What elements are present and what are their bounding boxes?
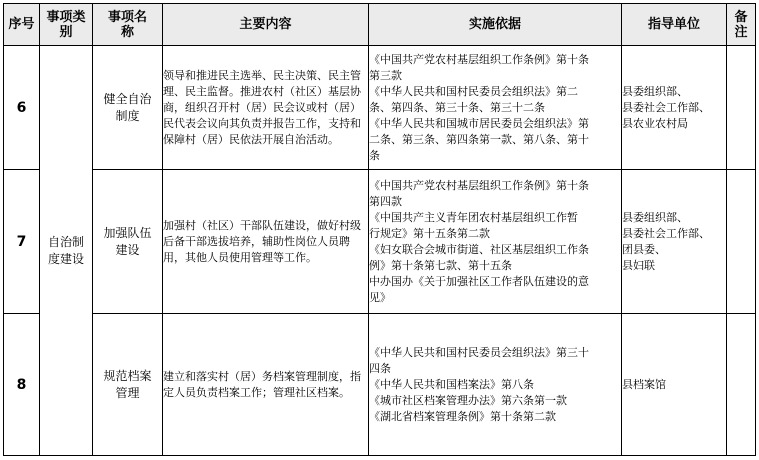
row-basis: [369, 170, 622, 314]
table-row: [4, 170, 756, 314]
basis-line: 《中国共产主义青年团农村基层组织工作暂: [369, 210, 578, 224]
row-name: [93, 46, 163, 170]
basis-line: 行规定》第十五条第二款: [369, 226, 490, 240]
basis-line: 《中华人民共和国村民委员会组织法》第二: [369, 84, 578, 98]
unit-line: 团县委、: [622, 242, 666, 256]
table-header-row: [4, 4, 756, 46]
row-basis: [369, 314, 622, 456]
header-name: 事项名称: [93, 4, 163, 46]
basis-line: 第四款: [369, 194, 402, 208]
row-name: [93, 314, 163, 456]
header-seq: 序号: [4, 4, 40, 46]
header-remark: 备注: [727, 4, 756, 46]
basis-line: 中办国办《关于加强社区工作者队伍建设的意: [369, 274, 589, 288]
basis-line: 条: [369, 148, 380, 162]
row-content-text: 加强村（社区）干部队伍建设，做好村级后备干部选拔培养，辅助性岗位人员聘用，其他人员使用管理等工作。: [163, 218, 361, 264]
row-content: [163, 170, 369, 314]
header-unit: 指导单位: [622, 4, 727, 46]
row-remark: [727, 170, 756, 314]
basis-line: 《城市社区档案管理办法》第六条第一款: [369, 393, 567, 407]
row-basis: [369, 46, 622, 170]
basis-line: 《中华人民共和国档案法》第八条: [369, 377, 534, 391]
header-category: 事项类别: [40, 4, 93, 46]
basis-line: 四条: [369, 361, 391, 375]
basis-line: 例》第十条第七款、第十五条: [369, 258, 512, 272]
row-seq: 8: [4, 314, 40, 456]
basis-line: 《妇女联合会城市街道、社区基层组织工作条: [369, 242, 589, 256]
row-content: [163, 314, 369, 456]
basis-line: 《湖北省档案管理条例》第十条第二款: [369, 409, 556, 423]
header-basis: 实施依据: [369, 4, 622, 46]
row-name-text: 加强队伍建设: [103, 225, 152, 257]
row-name: [93, 170, 163, 314]
row-name-text: 规范档案管理: [103, 368, 152, 400]
basis-line: 第三款: [369, 68, 402, 82]
unit-line: 县农业农村局: [622, 116, 688, 130]
table-row: [4, 314, 756, 456]
row-seq: 7: [4, 170, 40, 314]
basis-line: 《中华人民共和国城市居民委员会组织法》第: [369, 116, 589, 130]
unit-line: 县档案馆: [622, 377, 666, 391]
row-content-text: 建立和落实村（居）务档案管理制度，指定人员负责档案工作；管理社区档案。: [163, 369, 361, 399]
unit-line: 县委社会工作部、: [622, 100, 710, 114]
unit-line: 县委组织部、: [622, 210, 688, 224]
basis-line: 二条、第三条、第四条第一款、第八条、第十: [369, 132, 589, 146]
category-label: 自治制度建设: [47, 234, 84, 266]
row-content-text: 领导和推进民主选举、民主决策、民主管理、民主监督。推进农村（社区）基层协商，组织召开村（居）民会议或村（居）民代表会议向其负责并报告工作，支持和保障村（居）民依法开展自治活动。: [163, 68, 361, 146]
unit-line: 县委组织部、: [622, 84, 688, 98]
row-remark: [727, 46, 756, 170]
row-remark: [727, 314, 756, 456]
basis-line: 条、第四条、第三十条、第三十二条: [369, 100, 545, 114]
unit-line: 县委社会工作部、: [622, 226, 710, 240]
unit-line: 县妇联: [622, 258, 655, 272]
row-seq: 6: [4, 46, 40, 170]
row-unit: [622, 46, 727, 170]
row-name-text: 健全自治制度: [103, 91, 152, 123]
header-content: 主要内容: [163, 4, 369, 46]
table-row: [4, 46, 756, 170]
row-unit: [622, 170, 727, 314]
row-unit: [622, 314, 727, 456]
basis-line: 《中国共产党农村基层组织工作条例》第十条: [369, 52, 589, 66]
category-cell: [40, 46, 93, 456]
basis-line: 《中国共产党农村基层组织工作条例》第十条: [369, 178, 589, 192]
basis-line: 见》: [369, 290, 391, 304]
row-content: [163, 46, 369, 170]
basis-line: 《中华人民共和国村民委员会组织法》第三十: [369, 345, 589, 359]
policy-table: [3, 3, 756, 456]
